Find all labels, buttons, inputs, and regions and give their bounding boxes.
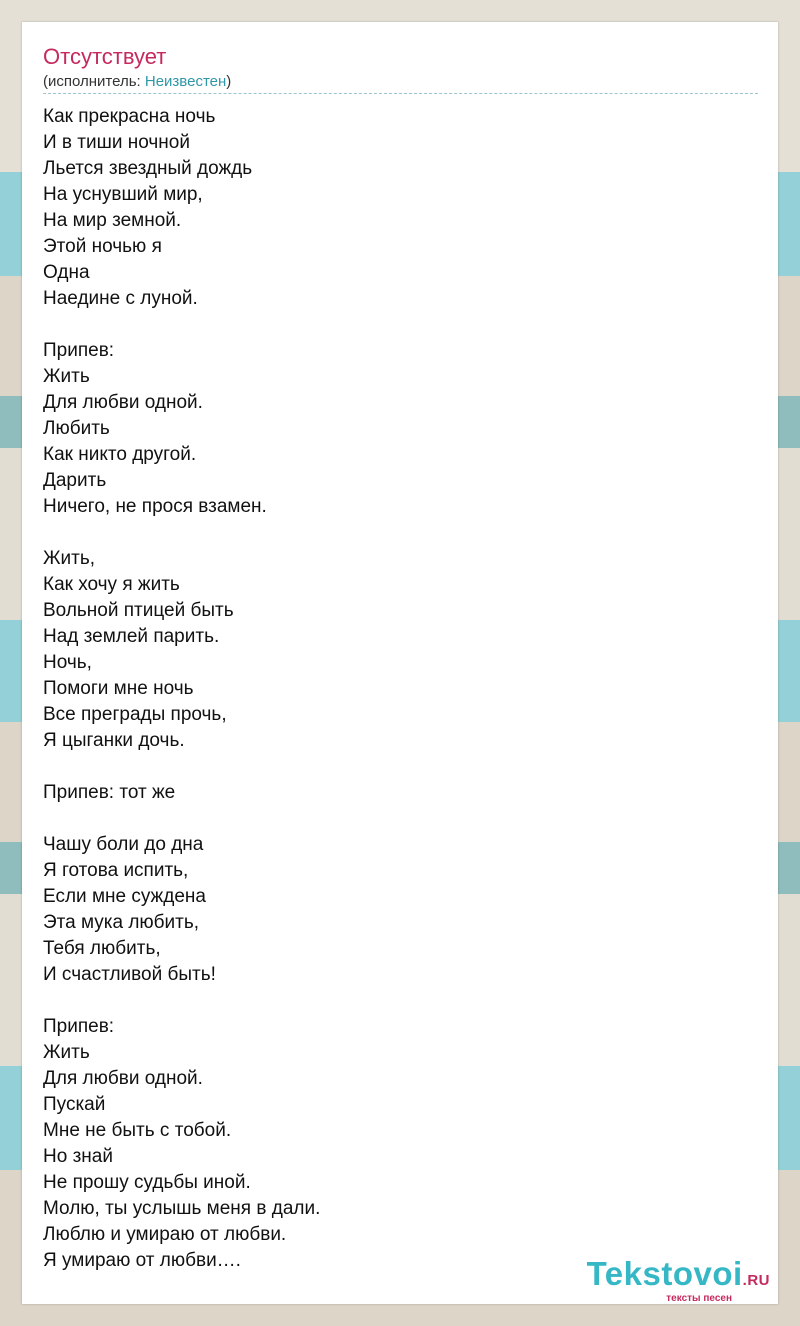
lyrics-blank-line — [43, 806, 743, 832]
lyrics-text — [43, 104, 743, 1274]
lyrics-line: Жить — [43, 1042, 90, 1063]
artist-line — [43, 73, 231, 91]
lyrics-line: Мне не быть с тобой. — [43, 1120, 232, 1141]
artist-suffix: ) — [226, 73, 232, 90]
lyrics-line: Как никто другой. — [43, 444, 197, 465]
lyrics-line: Припев: — [43, 340, 115, 361]
lyrics-line: Этой ночью я — [43, 236, 162, 257]
lyrics-line: Одна — [43, 262, 90, 283]
lyrics-blank-line — [43, 520, 743, 546]
lyrics-line: Припев: — [43, 1016, 115, 1037]
lyrics-line: И счастливой быть! — [43, 964, 216, 985]
lyrics-line: Эта мука любить, — [43, 912, 200, 933]
lyrics-line: Жить — [43, 366, 90, 387]
lyrics-blank-line — [43, 988, 743, 1014]
lyrics-line: Для любви одной. — [43, 392, 203, 413]
header-divider — [43, 93, 758, 94]
lyrics-line: Тебя любить, — [43, 938, 161, 959]
lyrics-line: Я цыганки дочь. — [43, 730, 185, 751]
lyrics-line: Жить, — [43, 548, 96, 569]
lyrics-line: Как прекрасна ночь — [43, 106, 216, 127]
lyrics-line: Ничего, не прося взамен. — [43, 496, 267, 517]
lyrics-line: Люблю и умираю от любви. — [43, 1224, 287, 1245]
lyrics-line: Если мне суждена — [43, 886, 206, 907]
lyrics-line: Наедине с луной. — [43, 288, 198, 309]
lyrics-line: Не прошу судьбы иной. — [43, 1172, 251, 1193]
lyrics-line: Дарить — [43, 470, 107, 491]
artist-prefix: (исполнитель: — [43, 73, 145, 90]
lyrics-blank-line — [43, 312, 743, 338]
lyrics-line: Все преграды прочь, — [43, 704, 227, 725]
lyrics-line: На уснувший мир, — [43, 184, 203, 205]
lyrics-line: Любить — [43, 418, 110, 439]
lyrics-line: И в тиши ночной — [43, 132, 190, 153]
lyrics-line: Чашу боли до дна — [43, 834, 204, 855]
lyrics-line: Молю, ты услышь меня в дали. — [43, 1198, 321, 1219]
lyrics-blank-line — [43, 754, 743, 780]
lyrics-line: Как хочу я жить — [43, 574, 180, 595]
lyrics-card — [22, 22, 778, 1304]
lyrics-line: Но знай — [43, 1146, 113, 1167]
song-title: Отсутствует — [43, 44, 167, 69]
lyrics-line: Вольной птицей быть — [43, 600, 234, 621]
logo-domain: .RU — [742, 1272, 770, 1289]
site-logo[interactable] — [587, 1257, 770, 1304]
lyrics-line: Пускай — [43, 1094, 106, 1115]
logo-tagline: тексты песен — [666, 1293, 732, 1304]
logo-wordmark — [587, 1257, 770, 1298]
lyrics-line: Для любви одной. — [43, 1068, 203, 1089]
lyrics-line: Льется звездный дождь — [43, 158, 253, 179]
lyrics-line: Ночь, — [43, 652, 92, 673]
artist-link[interactable]: Неизвестен — [144, 73, 227, 90]
lyrics-line: Я готова испить, — [43, 860, 189, 881]
lyrics-line: Над землей парить. — [43, 626, 220, 647]
logo-main-text: Tekstovoi — [586, 1255, 743, 1292]
lyrics-line: Припев: тот же — [43, 782, 176, 803]
lyrics-line: Я умираю от любви…. — [43, 1250, 241, 1271]
lyrics-line: На мир земной. — [43, 210, 182, 231]
lyrics-line: Помоги мне ночь — [43, 678, 194, 699]
